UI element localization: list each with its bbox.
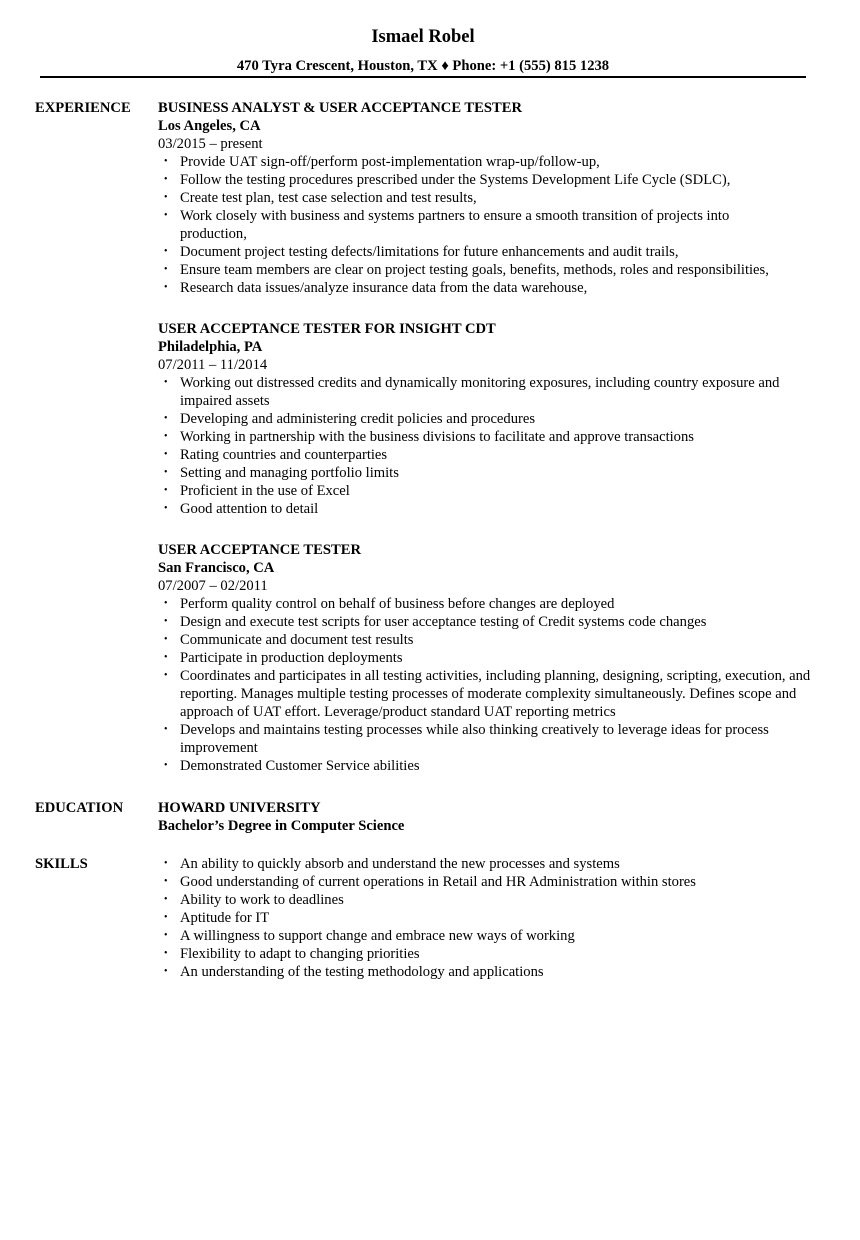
- bullet-icon: •: [164, 634, 168, 645]
- bullet-icon: •: [164, 894, 168, 905]
- bullet-icon: •: [164, 858, 168, 869]
- education-body: [158, 799, 818, 836]
- list-item: • An understanding of the testing methodology and applications: [164, 964, 544, 980]
- degree: Bachelor’s Degree in Computer Science: [158, 818, 405, 834]
- bullet-icon: •: [164, 467, 168, 478]
- skills-body: [158, 855, 818, 981]
- list-item: • Communicate and document test results: [164, 632, 414, 648]
- bullet-icon: •: [164, 485, 168, 496]
- list-item: • Perform quality control on behalf of business before changes are deployed: [164, 596, 615, 612]
- bullet-icon: •: [164, 724, 168, 735]
- job-bullets: [158, 153, 818, 297]
- bullet-icon: •: [164, 156, 168, 167]
- list-item: • Good understanding of current operations in Retail and HR Administration within stores: [164, 874, 696, 890]
- list-item: • Coordinates and participates in all testing activities, including planning, designing, scripting, execution, and reporting. Manages multiple testing processes of moderate complexity simultaneously. Defines scope and approach of UAT effort. Leverage/product standard UAT reporting metrics: [164, 668, 811, 720]
- job-dates: 07/2011 – 11/2014: [158, 357, 268, 373]
- contact-line: 470 Tyra Crescent, Houston, TX ♦ Phone: +1 (555) 815 1238: [236, 58, 610, 74]
- job-bullets: [158, 374, 818, 518]
- job-dates: 03/2015 – present: [158, 136, 263, 152]
- bullet-icon: •: [164, 670, 168, 681]
- list-item: • An ability to quickly absorb and understand the new processes and systems: [164, 856, 620, 872]
- list-item: • Rating countries and counterparties: [164, 447, 388, 463]
- bullet-icon: •: [164, 282, 168, 293]
- list-item: • Research data issues/analyze insurance data from the data warehouse,: [164, 280, 588, 296]
- list-item: • Follow the testing procedures prescribed under the Systems Development Life Cycle (SDLC),: [164, 172, 731, 188]
- education-heading: EDUCATION: [35, 800, 124, 816]
- job-title: BUSINESS ANALYST & USER ACCEPTANCE TESTER: [158, 100, 523, 116]
- bullet-icon: •: [164, 174, 168, 185]
- resume-header: [40, 26, 806, 75]
- bullet-icon: •: [164, 192, 168, 203]
- bullet-icon: •: [164, 377, 168, 388]
- list-item: • Create test plan, test case selection and test results,: [164, 190, 477, 206]
- list-item: • Working out distressed credits and dynamically monitoring exposures, including country exposure and impaired assets: [164, 375, 780, 409]
- job-dates: 07/2007 – 02/2011: [158, 578, 268, 594]
- list-item: • Work closely with business and systems partners to ensure a smooth transition of projects into production,: [164, 208, 730, 242]
- bullet-icon: •: [164, 912, 168, 923]
- job-bullets: [158, 595, 818, 775]
- job-entry: [158, 541, 818, 775]
- job-location: Philadelphia, PA: [158, 339, 263, 355]
- job-location: Los Angeles, CA: [158, 118, 261, 134]
- list-item: • Developing and administering credit policies and procedures: [164, 411, 536, 427]
- bullet-icon: •: [164, 431, 168, 442]
- list-item: • Ensure team members are clear on project testing goals, benefits, methods, roles and responsibilities,: [164, 262, 769, 278]
- list-item: • Setting and managing portfolio limits: [164, 465, 399, 481]
- list-item: • Demonstrated Customer Service abilities: [164, 758, 420, 774]
- job-entry: [158, 320, 818, 518]
- bullet-icon: •: [164, 930, 168, 941]
- job-entry: [158, 99, 818, 297]
- list-item: • Aptitude for IT: [164, 910, 270, 926]
- list-item: • Design and execute test scripts for user acceptance testing of Credit systems code changes: [164, 614, 707, 630]
- bullet-icon: •: [164, 210, 168, 221]
- bullet-icon: •: [164, 264, 168, 275]
- skills-list: [158, 855, 818, 981]
- school-name: HOWARD UNIVERSITY: [158, 800, 321, 816]
- list-item: • Participate in production deployments: [164, 650, 403, 666]
- bullet-icon: •: [164, 449, 168, 460]
- list-item: • Ability to work to deadlines: [164, 892, 344, 908]
- bullet-icon: •: [164, 966, 168, 977]
- job-title: USER ACCEPTANCE TESTER: [158, 542, 362, 558]
- experience-heading: EXPERIENCE: [35, 100, 131, 116]
- bullet-icon: •: [164, 246, 168, 257]
- bullet-icon: •: [164, 876, 168, 887]
- header-divider: [40, 76, 806, 78]
- bullet-icon: •: [164, 652, 168, 663]
- candidate-name: Ismael Robel: [371, 27, 475, 47]
- list-item: • Good attention to detail: [164, 501, 319, 517]
- list-item: • Proficient in the use of Excel: [164, 483, 350, 499]
- list-item: • Working in partnership with the business divisions to facilitate and approve transactions: [164, 429, 694, 445]
- bullet-icon: •: [164, 503, 168, 514]
- bullet-icon: •: [164, 948, 168, 959]
- skills-heading: SKILLS: [35, 856, 88, 872]
- bullet-icon: •: [164, 760, 168, 771]
- bullet-icon: •: [164, 413, 168, 424]
- experience-body: [158, 99, 818, 798]
- list-item: • Document project testing defects/limitations for future enhancements and audit trails,: [164, 244, 679, 260]
- list-item: • Develops and maintains testing processes while also thinking creatively to leverage ideas for process improvement: [164, 722, 769, 756]
- bullet-icon: •: [164, 598, 168, 609]
- bullet-icon: •: [164, 616, 168, 627]
- list-item: • Provide UAT sign-off/perform post-implementation wrap-up/follow-up,: [164, 154, 600, 170]
- job-title: USER ACCEPTANCE TESTER FOR INSIGHT CDT: [158, 321, 496, 337]
- list-item: • Flexibility to adapt to changing priorities: [164, 946, 420, 962]
- list-item: • A willingness to support change and embrace new ways of working: [164, 928, 575, 944]
- job-location: San Francisco, CA: [158, 560, 275, 576]
